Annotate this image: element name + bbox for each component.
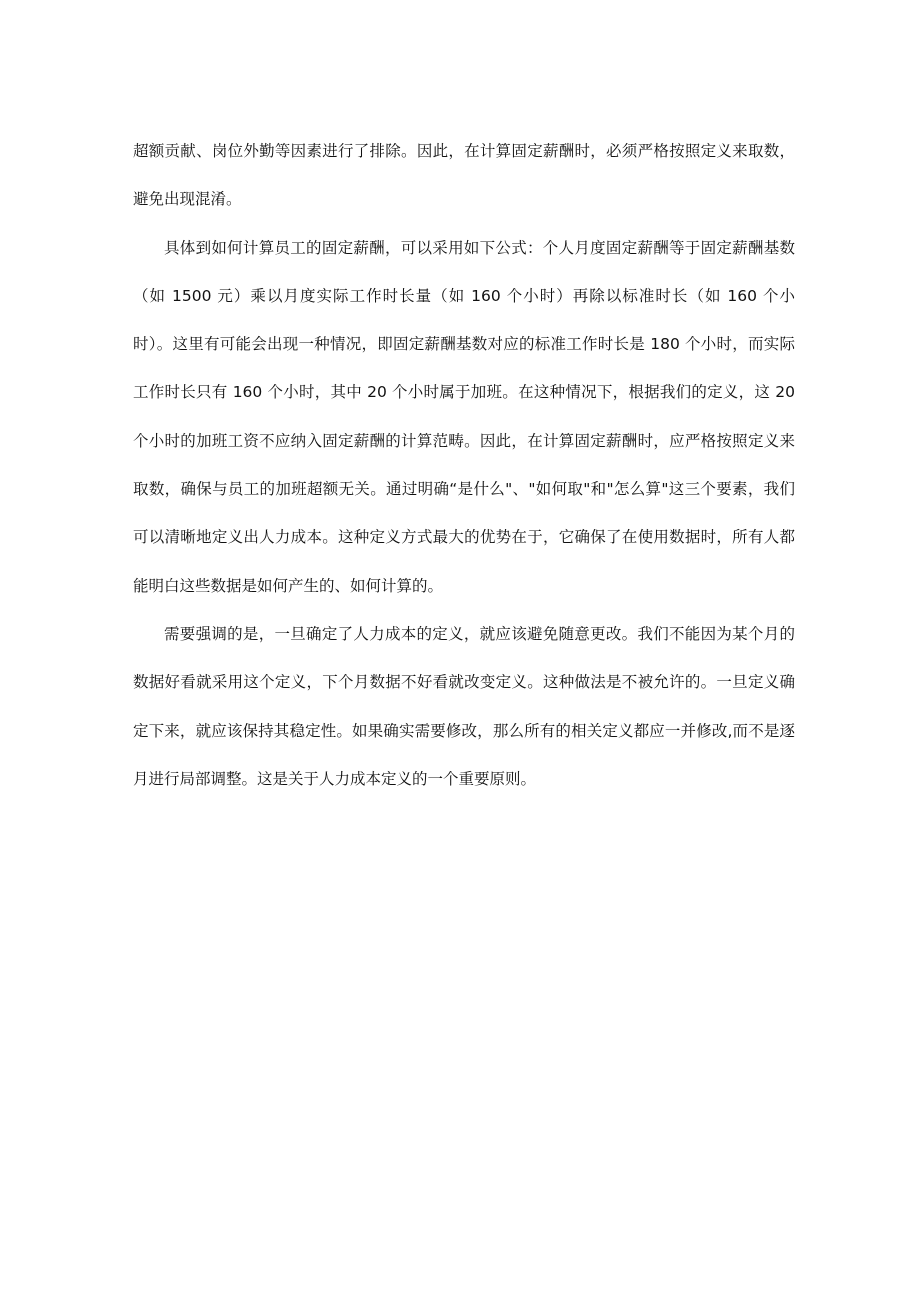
document-body bbox=[133, 127, 795, 803]
paragraph-1: 超额贡献、岗位外勤等因素进行了排除。因此，在计算固定薪酬时，必须严格按照定义来取数，避免出现混淆。 bbox=[133, 142, 795, 209]
paragraph-2: 具体到如何计算员工的固定薪酬，可以采用如下公式：个人月度固定薪酬等于固定薪酬基数（如 1500 元）乘以月度实际工作时长量（如 160 个小时）再除以标准时长（如 160 个小时）。这里有可能会出现一种情况，即固定薪酬基数对应的标准工作时长是 180 个小时，而实际工作时长只有 160 个小时，其中 20 个小时属于加班。在这种情况下，根据我们的定义，这 20 个小时的加班工资不应纳入固定薪酬的计算范畴。因此，在计算固定薪酬时，应严格按照定义来取数，确保与员工的加班超额无关。通过明确“是什么"、"如何取"和"怎么算"这三个要素，我们可以清晰地定义出人力成本。这种定义方式最大的优势在于，它确保了在使用数据时，所有人都能明白这些数据是如何产生的、如何计算的。 bbox=[133, 238, 795, 595]
paragraph-3: 需要强调的是，一旦确定了人力成本的定义，就应该避免随意更改。我们不能因为某个月的数据好看就采用这个定义，下个月数据不好看就改变定义。这种做法是不被允许的。一旦定义确定下来，就应该保持其稳定性。如果确实需要修改，那么所有的相关定义都应一并修改,而不是逐月进行局部调整。这是关于人力成本定义的一个重要原则。 bbox=[133, 624, 795, 788]
